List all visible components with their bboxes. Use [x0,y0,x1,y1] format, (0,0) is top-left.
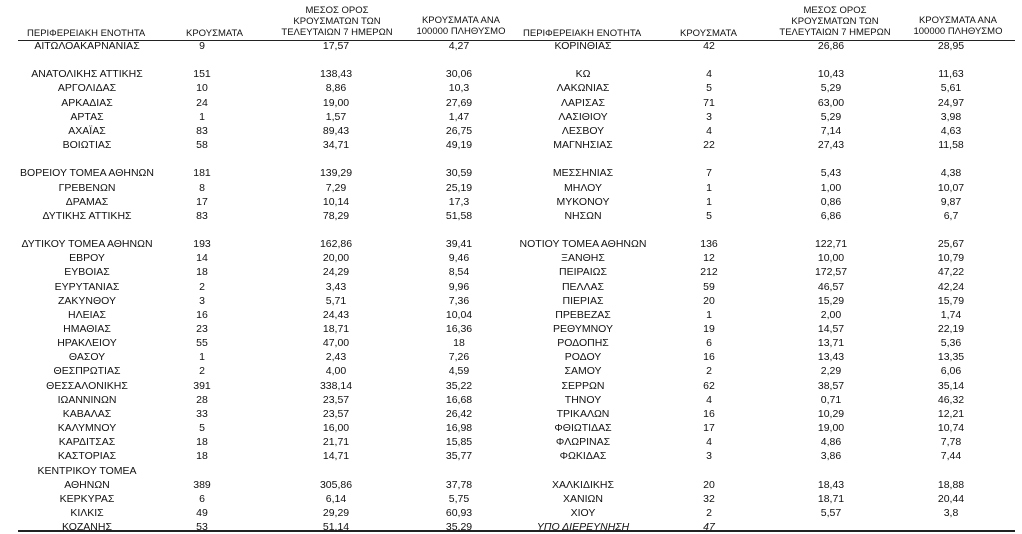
right-per100k-cell: 11,58 [938,139,964,152]
right-avg7-cell: 5,29 [820,82,842,95]
right-cases-cell: 2 [706,506,712,519]
right-name-cell: ΚΟΡΙΝΘΙΑΣ [554,40,612,52]
right-cases-cell: 1 [706,195,712,208]
left-per100k-cell: 16,98 [445,422,473,435]
left-cases-cell: 83 [196,209,208,222]
right-avg7-cell: 14,57 [817,323,845,335]
left-per100k-cell: 16,36 [445,323,473,335]
right-cases-cell: 20 [703,294,715,307]
left-name-cell: ΚΕΝΤΡΙΚΟΥ ΤΟΜΕΑ [37,464,137,477]
right-cases-cell: 5 [706,209,712,222]
left-avg7-cell: 18,71 [322,323,350,335]
right-avg7-cell: 2,00 [820,308,842,321]
left-cases-cell: 2 [199,280,205,293]
header-per100k-left-line1: ΚΡΟΥΣΜΑΤΑ ΑΝΑ [421,15,501,26]
left-cases-cell: 18 [196,450,208,463]
left-name-cell: ΚΑΛΥΜΝΟΥ [57,422,117,435]
left-avg7-cell: 17,57 [322,40,350,52]
right-avg7-cell: 46,57 [817,280,845,293]
left-per100k-cell: 9,96 [448,280,470,293]
right-cases-cell: 12 [703,252,715,265]
left-avg7-cell: 34,71 [322,139,350,152]
left-avg7-cell: 78,29 [322,209,350,222]
header-avg7-right [770,5,900,38]
table-bottom-border [18,530,1015,532]
right-avg7-cell: 3,86 [820,450,842,463]
left-name-cell: ΚΟΖΑΝΗΣ [62,521,112,534]
right-name-cell: ΚΩ [575,68,591,81]
right-name-cell: ΝΗΣΩΝ [564,209,602,222]
left-name-cell: ΘΕΣΣΑΛΟΝΙΚΗΣ [46,379,128,392]
left-per100k-cell: 17,3 [448,195,470,208]
right-avg7-cell: 13,43 [817,351,845,364]
right-per100k-cell: 35,14 [937,379,965,392]
right-per100k-cell: 3,98 [940,110,962,123]
left-avg7-cell: 8,86 [325,82,347,95]
left-cases-cell: 3 [199,294,205,307]
left-per100k-cell: 18 [453,337,465,350]
right-avg7-cell: 10,29 [817,407,845,420]
right-name-cell: ΠΡΕΒΕΖΑΣ [555,308,611,321]
right-cases-cell: 16 [703,351,715,364]
right-name-cell: ΧΑΝΙΩΝ [563,492,603,505]
right-per100k-cell: 47,22 [937,266,965,279]
left-per100k-cell: 35,29 [445,521,473,534]
left-name-cell: ΑΡΓΟΛΙΔΑΣ [57,82,117,95]
right-per100k-cell: 13,35 [937,351,965,364]
right-name-cell: ΛΑΣΙΘΙΟΥ [558,110,608,123]
right-per100k-cell: 25,67 [937,238,965,251]
left-per100k-cell: 60,93 [445,506,473,519]
header-avg7-right-line3: ΤΕΛΕΥΤΑΙΩΝ 7 ΗΜΕΡΩΝ [779,27,891,38]
right-avg7-cell: 1,00 [820,181,842,194]
left-per100k-cell: 27,69 [445,96,473,109]
left-name-cell: ΚΑΒΑΛΑΣ [62,407,112,420]
right-name-cell: ΣΕΡΡΩΝ [561,379,605,392]
right-name-cell: ΤΡΙΚΑΛΩΝ [556,407,610,420]
right-avg7-cell: 6,86 [820,209,842,222]
right-per100k-cell: 1,74 [940,308,962,321]
right-cases-cell: 17 [703,422,715,435]
right-name-cell: ΠΙΕΡΙΑΣ [562,294,604,307]
left-avg7-cell: 162,86 [319,238,353,251]
left-per100k-cell: 7,26 [448,351,470,364]
right-avg7-cell: 172,57 [814,266,848,279]
right-per100k-cell: 42,24 [937,280,965,293]
left-avg7-cell: 20,00 [322,252,350,265]
left-cases-cell: 10 [196,82,208,95]
left-cases-cell: 18 [196,436,208,449]
right-avg7-cell: 26,86 [817,40,845,52]
left-per100k-cell: 26,42 [445,407,473,420]
right-name-cell: ΥΠΟ ΔΙΕΡΕΥΝΗΣΗ [536,521,630,534]
left-avg7-cell: 24,43 [322,308,350,321]
right-per100k-cell: 6,06 [940,365,962,378]
left-avg7-cell: 5,71 [325,294,347,307]
left-avg7-cell: 16,00 [322,422,350,435]
header-per100k-right-line1: ΚΡΟΥΣΜΑΤΑ ΑΝΑ [918,15,998,26]
left-cases-cell: 181 [193,167,211,180]
right-cases-cell: 3 [706,110,712,123]
left-per100k-cell: 39,41 [445,238,473,251]
right-cases-cell: 19 [703,323,715,335]
right-name-cell: ΦΘΙΩΤΙΔΑΣ [554,422,612,435]
left-cases-cell: 33 [196,407,208,420]
right-name-cell: ΦΛΩΡΙΝΑΣ [555,436,611,449]
left-cases-cell: 6 [199,492,205,505]
left-cases-cell: 2 [199,365,205,378]
left-cases-cell: 391 [193,379,211,392]
right-name-cell: ΜΕΣΣΗΝΙΑΣ [552,167,614,180]
left-per100k-cell: 30,06 [445,68,473,81]
header-per100k-left-line2: 100000 ΠΛΗΘΥΣΜΟ [416,26,506,37]
right-cases-cell: 1 [706,308,712,321]
right-per100k-cell: 5,36 [940,337,962,350]
right-per100k-cell: 5,61 [940,82,962,95]
left-name-cell: ΔΡΑΜΑΣ [65,195,109,208]
left-name-cell: ΒΟΙΩΤΙΑΣ [62,139,112,152]
left-avg7-cell: 24,29 [322,266,350,279]
left-avg7-cell: 1,57 [325,110,347,123]
header-per100k-left [406,15,516,37]
left-avg7-cell: 89,43 [322,124,350,137]
right-avg7-cell: 5,57 [820,506,842,519]
right-avg7-cell: 38,57 [817,379,845,392]
left-per100k-cell: 49,19 [445,139,473,152]
left-cases-cell: 55 [196,337,208,350]
right-name-cell: ΤΗΝΟΥ [564,393,602,406]
right-cases-cell: 47 [703,521,715,534]
right-name-cell: ΧΑΛΚΙΔΙΚΗΣ [552,478,614,491]
right-cases-cell: 4 [706,68,712,81]
right-name-cell: ΜΗΛΟΥ [564,181,602,194]
right-per100k-cell: 7,44 [940,450,962,463]
right-name-cell: ΦΩΚΙΔΑΣ [559,450,607,463]
header-avg7-left-line1: ΜΕΣΟΣ ΟΡΟΣ [305,5,369,16]
left-per100k-cell: 4,27 [448,40,470,52]
left-name-cell: ΗΜΑΘΙΑΣ [63,323,111,335]
right-name-cell: ΠΕΙΡΑΙΩΣ [559,266,607,279]
left-cases-cell: 9 [199,40,205,52]
left-cases-cell: 8 [199,181,205,194]
left-per100k-cell: 35,22 [445,379,473,392]
right-avg7-cell: 19,00 [817,422,845,435]
right-per100k-cell: 22,19 [937,323,965,335]
header-cases-left: ΚΡΟΥΣΜΑΤΑ [186,28,243,39]
right-cases-cell: 212 [700,266,718,279]
left-avg7-cell: 305,86 [319,478,353,491]
right-name-cell: ΜΥΚΟΝΟΥ [556,195,610,208]
right-name-cell: ΣΑΜΟΥ [564,365,602,378]
right-avg7-cell: 5,29 [820,110,842,123]
right-cases-cell: 20 [703,478,715,491]
left-name-cell: ΔΥΤΙΚΟΥ ΤΟΜΕΑ ΑΘΗΝΩΝ [21,238,153,251]
left-cases-cell: 1 [199,351,205,364]
left-cases-cell: 193 [193,238,211,251]
right-avg7-cell: 7,14 [820,124,842,137]
right-per100k-cell: 6,7 [943,209,959,222]
left-avg7-cell: 2,43 [325,351,347,364]
left-name-cell: ΕΥΡΥΤΑΝΙΑΣ [54,280,120,293]
right-cases-cell: 4 [706,436,712,449]
left-cases-cell: 17 [196,195,208,208]
right-per100k-cell: 10,07 [937,181,965,194]
left-per100k-cell: 15,85 [445,436,473,449]
left-name-cell: ΘΕΣΠΡΩΤΙΑΣ [53,365,121,378]
right-name-cell: ΡΟΔΟΥ [564,351,602,364]
left-avg7-cell: 21,71 [322,436,350,449]
left-cases-cell: 83 [196,124,208,137]
left-name-cell: ΑΝΑΤΟΛΙΚΗΣ ΑΤΤΙΚΗΣ [31,68,143,81]
right-per100k-cell: 24,97 [937,96,965,109]
right-name-cell: ΛΕΣΒΟΥ [561,124,605,137]
right-per100k-cell: 46,32 [937,393,965,406]
left-per100k-cell: 5,75 [448,492,470,505]
left-name-cell: ΑΡΚΑΔΙΑΣ [61,96,113,109]
header-avg7-left-line3: ΤΕΛΕΥΤΑΙΩΝ 7 ΗΜΕΡΩΝ [281,27,393,38]
left-per100k-cell: 4,59 [448,365,470,378]
header-divider [18,40,1015,41]
left-per100k-cell: 7,36 [448,294,470,307]
right-name-cell: ΞΑΝΘΗΣ [561,252,605,265]
header-per100k-right [903,15,1013,37]
left-cases-cell: 1 [199,110,205,123]
header-avg7-left [272,5,402,38]
right-cases-cell: 59 [703,280,715,293]
left-avg7-cell: 139,29 [319,167,353,180]
right-cases-cell: 3 [706,450,712,463]
right-avg7-cell: 63,00 [817,96,845,109]
left-per100k-cell: 51,58 [445,209,473,222]
right-name-cell: ΛΑΡΙΣΑΣ [561,96,605,109]
right-per100k-cell: 9,87 [940,195,962,208]
left-per100k-cell: 25,19 [445,181,473,194]
left-name-cell: ΚΑΡΔΙΤΣΑΣ [58,436,116,449]
right-cases-cell: 42 [703,40,715,52]
left-avg7-cell: 23,57 [322,393,350,406]
left-name-cell: ΕΒΡΟΥ [69,252,105,265]
left-cases-cell: 58 [196,139,208,152]
left-avg7-cell: 138,43 [319,68,353,81]
right-cases-cell: 16 [703,407,715,420]
left-name-cell: ΚΙΛΚΙΣ [70,506,104,519]
right-per100k-cell: 11,63 [938,68,964,81]
right-name-cell: ΡΕΘΥΜΝΟΥ [552,323,614,335]
right-cases-cell: 4 [706,393,712,406]
left-cases-cell: 389 [193,478,211,491]
right-avg7-cell: 13,71 [817,337,845,350]
left-name-cell: ΑΧΑΪΑΣ [68,124,106,137]
left-avg7-cell: 29,29 [322,506,350,519]
right-avg7-cell: 0,71 [820,393,842,406]
left-name-cell: ΑΙΤΩΛΟΑΚΑΡΝΑΝΙΑΣ [34,40,140,52]
left-per100k-cell: 30,59 [445,167,473,180]
left-cases-cell: 53 [196,521,208,534]
right-name-cell: ΜΑΓΝΗΣΙΑΣ [553,139,613,152]
right-cases-cell: 6 [706,337,712,350]
left-per100k-cell: 9,46 [448,252,470,265]
left-avg7-cell: 6,14 [325,492,347,505]
left-cases-cell: 14 [196,252,208,265]
right-name-cell: ΡΟΔΟΠΗΣ [557,337,609,350]
left-avg7-cell: 47,00 [322,337,350,350]
left-cases-cell: 23 [196,323,208,335]
left-name-cell: ΘΑΣΟΥ [68,351,106,364]
right-cases-cell: 32 [703,492,715,505]
right-avg7-cell: 18,43 [817,478,845,491]
left-per100k-cell: 10,04 [445,308,473,321]
right-per100k-cell: 20,44 [937,492,965,505]
left-name-cell: ΚΕΡΚΥΡΑΣ [59,492,115,505]
left-cases-cell: 16 [196,308,208,321]
right-name-cell: ΝΟΤΙΟΥ ΤΟΜΕΑ ΑΘΗΝΩΝ [519,238,647,251]
header-avg7-right-line1: ΜΕΣΟΣ ΟΡΟΣ [803,5,867,16]
right-avg7-cell: 10,00 [817,252,845,265]
header-avg7-left-line2: ΚΡΟΥΣΜΑΤΩΝ ΤΩΝ [293,16,381,27]
left-cases-cell: 49 [196,506,208,519]
left-name-cell: ΒΟΡΕΙΟΥ ΤΟΜΕΑ ΑΘΗΝΩΝ [20,167,154,180]
left-avg7-cell: 10,14 [322,195,350,208]
right-per100k-cell: 4,63 [940,124,962,137]
right-per100k-cell: 15,79 [937,294,965,307]
right-cases-cell: 5 [706,82,712,95]
left-cases-cell: 28 [196,393,208,406]
left-name-cell: ΗΡΑΚΛΕΙΟΥ [57,337,117,350]
left-name-cell: ΔΥΤΙΚΗΣ ΑΤΤΙΚΗΣ [42,209,132,222]
left-avg7-cell: 14,71 [322,450,350,463]
right-cases-cell: 7 [706,167,712,180]
left-name-cell: ΕΥΒΟΙΑΣ [64,266,110,279]
left-cases-cell: 24 [196,96,208,109]
right-per100k-cell: 3,8 [943,506,959,519]
header-region-left: ΠΕΡΙΦΕΡΕΙΑΚΗ ΕΝΟΤΗΤΑ [27,28,146,39]
right-avg7-cell: 15,29 [817,294,845,307]
left-per100k-cell: 8,54 [448,266,470,279]
right-per100k-cell: 7,78 [940,436,962,449]
left-per100k-cell: 37,78 [445,478,473,491]
left-cases-cell: 18 [196,266,208,279]
header-avg7-right-line2: ΚΡΟΥΣΜΑΤΩΝ ΤΩΝ [791,16,879,27]
right-name-cell: ΛΑΚΩΝΙΑΣ [556,82,610,95]
right-avg7-cell: 122,71 [814,238,848,251]
header-region-right: ΠΕΡΙΦΕΡΕΙΑΚΗ ΕΝΟΤΗΤΑ [523,28,642,39]
right-cases-cell: 4 [706,124,712,137]
left-per100k-cell: 16,68 [445,393,473,406]
right-cases-cell: 71 [703,96,715,109]
right-avg7-cell: 5,43 [820,167,842,180]
left-name-cell: ΙΩΑΝΝΙΝΩΝ [57,393,117,406]
right-avg7-cell: 0,86 [820,195,842,208]
left-per100k-cell: 26,75 [445,124,473,137]
right-cases-cell: 22 [703,139,715,152]
right-cases-cell: 1 [706,181,712,194]
left-avg7-cell: 51,14 [322,521,350,534]
left-avg7-cell: 23,57 [322,407,350,420]
right-avg7-cell: 4,86 [820,436,842,449]
right-per100k-cell: 4,38 [940,167,962,180]
right-avg7-cell: 18,71 [817,492,845,505]
right-per100k-cell: 18,88 [937,478,965,491]
left-avg7-cell: 7,29 [325,181,347,194]
left-name-cell: ΖΑΚΥΝΘΟΥ [57,294,117,307]
right-cases-cell: 2 [706,365,712,378]
left-name-cell: ΚΑΣΤΟΡΙΑΣ [57,450,117,463]
right-per100k-cell: 12,21 [937,407,965,420]
left-avg7-cell: 4,00 [325,365,347,378]
left-avg7-cell: 19,00 [322,96,350,109]
right-per100k-cell: 28,95 [937,40,965,52]
left-name-cell: ΓΡΕΒΕΝΩΝ [58,181,116,194]
left-name-cell: ΑΘΗΝΩΝ [64,478,110,491]
right-cases-cell: 62 [703,379,715,392]
right-avg7-cell: 27,43 [817,139,845,152]
left-per100k-cell: 1,47 [448,110,470,123]
left-cases-cell: 151 [193,68,211,81]
right-avg7-cell: 10,43 [817,68,845,81]
right-name-cell: ΧΙΟΥ [570,506,596,519]
right-avg7-cell: 2,29 [820,365,842,378]
right-cases-cell: 136 [700,238,718,251]
right-per100k-cell: 10,79 [937,252,965,265]
left-name-cell: ΗΛΕΙΑΣ [67,308,107,321]
left-cases-cell: 5 [199,422,205,435]
left-per100k-cell: 10,3 [448,82,470,95]
left-avg7-cell: 3,43 [325,280,347,293]
header-cases-right: ΚΡΟΥΣΜΑΤΑ [680,28,737,39]
left-avg7-cell: 338,14 [319,379,353,392]
header-per100k-right-line2: 100000 ΠΛΗΘΥΣΜΟ [913,26,1003,37]
left-per100k-cell: 35,77 [445,450,473,463]
left-name-cell: ΑΡΤΑΣ [70,110,104,123]
right-per100k-cell: 10,74 [937,422,965,435]
right-name-cell: ΠΕΛΛΑΣ [561,280,605,293]
